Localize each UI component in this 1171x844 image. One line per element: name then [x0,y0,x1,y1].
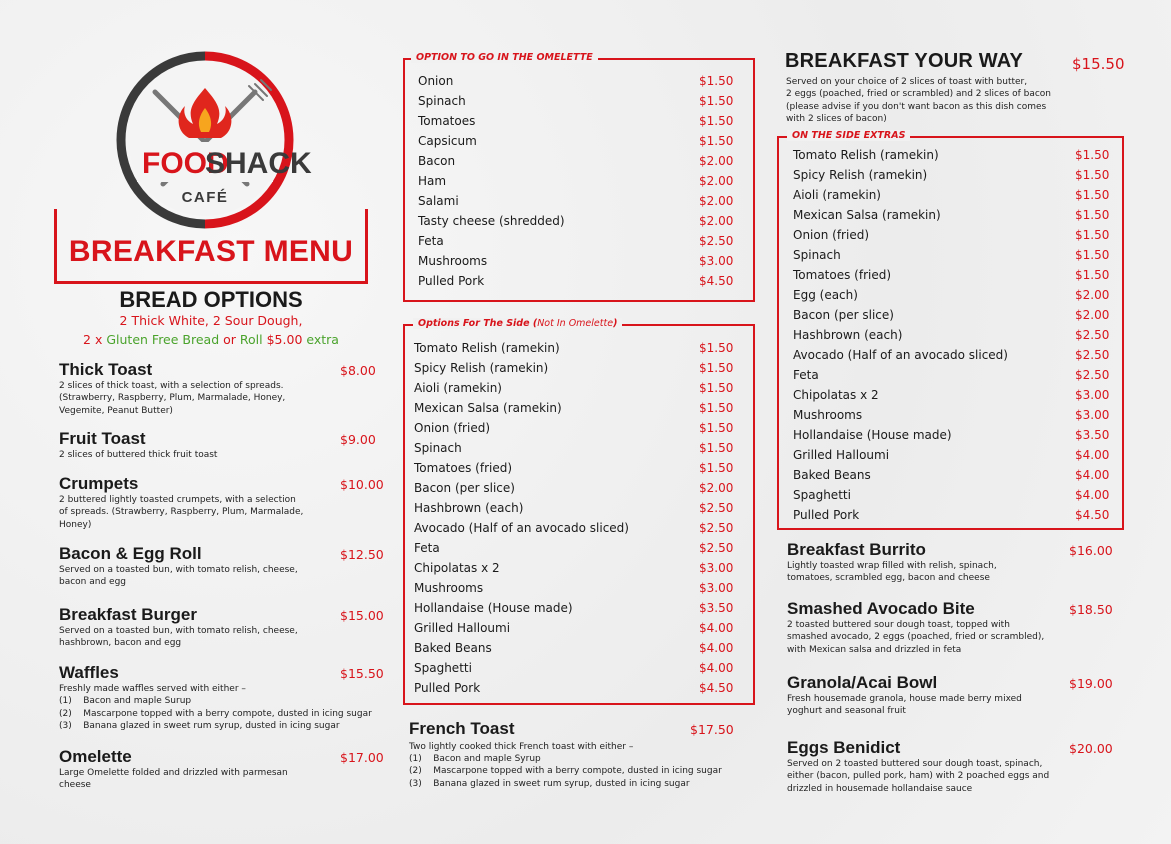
option-row [793,188,1110,202]
option-row [414,621,734,635]
menu-item-desc-line: (3) Banana glazed in sweet rum syrup, dusted in icing sugar [59,720,340,731]
menu-item-desc-line: smashed avocado, 2 eggs (poached, fried or scrambled), [787,632,1045,643]
menu-item-desc-line: of spreads. (Strawberry, Raspberry, Plum, Marmalade, [59,507,304,518]
option-name: Tomatoes (fried) [793,268,892,282]
menu-item-price: $18.50 [1069,602,1113,617]
option-name: Grilled Halloumi [414,621,511,635]
menu-item-name: Eggs Benidict [787,738,901,757]
menu-item-desc-line: (2) Mascarpone topped with a berry compote, dusted in icing sugar [59,708,372,719]
option-price: $1.50 [699,421,734,435]
option-row [793,368,1110,382]
option-name: Feta [414,541,440,555]
menu-item-desc-line: with Mexican salsa and drizzled in feta [787,644,962,655]
byw-desc-line: 2 eggs (poached, fried or scrambled) and 2 slices of bacon [786,89,1051,100]
option-price: $3.50 [699,601,734,615]
option-row [793,228,1110,242]
menu-item-desc-line: 2 slices of thick toast, with a selection of spreads. [59,381,284,391]
option-name: Onion [418,74,454,88]
option-price: $2.50 [699,234,734,248]
option-name: Chipolatas x 2 [793,388,879,402]
option-row [793,148,1110,162]
option-price: $1.50 [699,401,734,415]
option-price: $3.00 [1075,388,1110,402]
option-name: Baked Beans [793,468,871,482]
option-price: $4.50 [699,681,734,695]
option-name: Spicy Relish (ramekin) [414,361,549,375]
option-name: Spicy Relish (ramekin) [793,168,928,182]
menu-item-name: Omelette [59,747,132,766]
option-price: $3.00 [699,581,734,595]
option-row [418,214,734,228]
option-name: Onion (fried) [414,421,491,435]
option-price: $4.50 [1075,508,1110,522]
menu-item-desc-line: drizzled in housemade hollandaise sauce [787,783,973,794]
option-price: $1.50 [1075,188,1110,202]
option-price: $4.50 [699,274,734,288]
option-name: Hollandaise (House made) [793,428,952,442]
option-row [414,661,734,675]
option-row [414,461,734,475]
option-price: $3.00 [1075,408,1110,422]
option-price: $1.50 [699,441,734,455]
side-legend-b: Not In Omelette [537,318,614,329]
option-name: Spaghetti [793,488,851,502]
menu-item-name: Waffles [59,663,119,682]
side-legend-a: Options For The Side ( [418,318,538,329]
option-price: $1.50 [1075,208,1110,222]
option-price: $4.00 [699,621,734,635]
option-name: Hollandaise (House made) [414,601,573,615]
option-name: Mexican Salsa (ramekin) [793,208,941,222]
logo-text-food: FOOD [142,147,229,180]
option-name: Spinach [414,441,462,455]
menu-item-desc-line: bacon and egg [59,577,127,588]
option-row [418,114,734,128]
option-name: Avocado (Half of an avocado sliced) [414,521,629,535]
option-price: $1.50 [1075,268,1110,282]
option-price: $1.50 [699,94,734,108]
option-row [793,348,1110,362]
menu-item-price: $16.00 [1069,543,1113,558]
menu-item-price: $15.50 [340,666,384,681]
menu-item-price: $17.00 [340,750,384,765]
option-name: Aioli (ramekin) [793,188,881,202]
option-price: $1.50 [1075,168,1110,182]
menu-item-name: Thick Toast [59,360,153,379]
option-row [793,508,1110,522]
option-price: $2.50 [699,521,734,535]
menu-item-name: Smashed Avocado Bite [787,599,975,618]
menu-item-name: Breakfast Burrito [787,540,926,559]
menu-item-name: Bacon & Egg Roll [59,544,202,563]
option-row [414,421,734,435]
option-price: $1.50 [1075,228,1110,242]
bread-extra: extra [306,332,339,347]
menu-item-desc-line: Vegemite, Peanut Butter) [59,405,173,416]
french-toast-desc-line: (2) Mascarpone topped with a berry compote, dusted in icing sugar [409,766,722,777]
option-name: Hashbrown (each) [793,328,903,342]
option-price: $4.00 [699,641,734,655]
option-price: $2.00 [1075,308,1110,322]
option-row [414,561,734,575]
option-price: $1.50 [1075,148,1110,162]
menu-item-price: $20.00 [1069,741,1113,756]
option-row [414,681,734,695]
extras-box [777,130,1124,530]
menu-item-desc-line: 2 buttered lightly toasted crumpets, with a selection [59,495,296,505]
option-name: Mushrooms [418,254,488,268]
option-row [414,401,734,415]
option-price: $1.50 [699,361,734,375]
option-row [793,408,1110,422]
menu-item-desc-line: 2 slices of buttered thick fruit toast [59,450,218,460]
option-name: Spaghetti [414,661,472,675]
option-row [414,641,734,655]
menu-item-price: $12.50 [340,547,384,562]
bread-or: or [223,332,236,347]
option-row [793,328,1110,342]
option-price: $3.50 [1075,428,1110,442]
menu-item-name: Granola/Acai Bowl [787,673,938,692]
option-price: $4.00 [1075,448,1110,462]
option-name: Bacon (per slice) [793,308,894,322]
option-price: $2.50 [1075,348,1110,362]
byw-price: $15.50 [1072,55,1125,73]
option-name: Tomatoes [418,114,476,128]
french-toast-name: French Toast [409,719,515,738]
option-name: Bacon [418,154,456,168]
title-box [54,209,368,284]
option-price: $2.00 [699,174,734,188]
option-price: $1.50 [1075,248,1110,262]
option-name: Tasty cheese (shredded) [418,214,565,228]
option-row [793,488,1110,502]
bread-options-title: BREAD OPTIONS [119,287,303,312]
bread-options-line2 [40,332,382,347]
menu-item-desc-line: Served on a toasted bun, with tomato relish, cheese, [59,565,298,575]
menu-item-name: Crumpets [59,474,139,493]
option-row [414,441,734,455]
option-name: Baked Beans [414,641,492,655]
menu-item-price: $9.00 [340,432,376,447]
option-row [414,521,734,535]
option-row [418,194,734,208]
option-price: $1.50 [699,134,734,148]
option-name: Mexican Salsa (ramekin) [414,401,562,415]
option-price: $3.00 [699,254,734,268]
option-name: Pulled Pork [418,274,485,288]
option-name: Spinach [418,94,466,108]
option-name: Mushrooms [414,581,484,595]
option-name: Hashbrown (each) [414,501,524,515]
menu-item-name: Breakfast Burger [59,605,197,624]
option-name: Capsicum [418,134,477,148]
option-price: $2.00 [1075,288,1110,302]
side-legend-c: ) [613,318,618,329]
option-row [793,388,1110,402]
option-row [414,541,734,555]
option-price: $3.00 [699,561,734,575]
option-row [414,501,734,515]
menu-item-desc-line: Fresh housemade granola, house made berry mixed [787,694,1022,704]
menu-item-desc-line: cheese [59,780,91,791]
option-name: Chipolatas x 2 [414,561,500,575]
option-price: $1.50 [699,74,734,88]
option-price: $4.00 [1075,468,1110,482]
side-options-legend [413,318,622,329]
option-price: $2.00 [699,154,734,168]
option-name: Aioli (ramekin) [414,381,502,395]
option-name: Pulled Pork [414,681,481,695]
menu-item-desc-line: Honey) [59,519,92,530]
option-name: Bacon (per slice) [414,481,515,495]
french-toast-desc-line: Two lightly cooked thick French toast with either – [409,742,634,752]
option-row [793,168,1110,182]
option-name: Mushrooms [793,408,863,422]
option-row [793,468,1110,482]
menu-item-desc-line: (1) Bacon and maple Surup [59,696,192,707]
option-row [793,268,1110,282]
option-name: Pulled Pork [793,508,860,522]
menu-item-price: $8.00 [340,363,376,378]
option-row [793,428,1110,442]
option-name: Tomato Relish (ramekin) [793,148,939,162]
logo-text-cafe: CAFÉ [181,189,229,206]
option-name: Tomatoes (fried) [414,461,513,475]
logo-text-shack: SHACK [205,147,312,180]
option-price: $1.50 [699,114,734,128]
option-name: Onion (fried) [793,228,870,242]
french-toast-desc-line: (1) Bacon and maple Syrup [409,754,541,765]
option-price: $4.00 [1075,488,1110,502]
option-row [793,208,1110,222]
option-name: Feta [793,368,819,382]
option-price: $1.50 [699,381,734,395]
option-name: Egg (each) [793,288,858,302]
option-row [418,154,734,168]
option-price: $2.50 [699,541,734,555]
page-title: BREAKFAST MENU [68,235,354,268]
option-row [418,234,734,248]
menu-item-desc-line: Large Omelette folded and drizzled with parmesan [59,768,288,778]
bread-options-line1: 2 Thick White, 2 Sour Dough, [119,313,303,328]
food-shack-logo [115,50,312,230]
option-price: $1.50 [699,341,734,355]
option-price: $1.50 [699,461,734,475]
side-options-box [403,318,755,705]
menu-item-desc-line: 2 toasted buttered sour dough toast, topped with [787,620,1010,630]
french-toast-desc-line: (3) Banana glazed in sweet rum syrup, dusted in icing sugar [409,778,690,789]
french-toast-price: $17.50 [690,722,734,737]
option-name: Feta [418,234,444,248]
option-row [418,134,734,148]
option-name: Tomato Relish (ramekin) [414,341,560,355]
option-row [793,248,1110,262]
menu-item-desc-line: Freshly made waffles served with either – [59,684,246,694]
option-row [414,581,734,595]
menu-item-price: $15.00 [340,608,384,623]
byw-desc-line: Served on your choice of 2 slices of toast with butter, [786,77,1028,87]
option-row [414,601,734,615]
menu-item-desc-line: yoghurt and seasonal fruit [787,706,906,717]
bread-prefix: 2 x [83,332,103,347]
option-price: $2.50 [1075,328,1110,342]
option-name: Spinach [793,248,841,262]
option-row [414,481,734,495]
menu-item-price: $10.00 [340,477,384,492]
option-row [418,254,734,268]
option-price: $4.00 [699,661,734,675]
menu-item-desc-line: Served on 2 toasted buttered sour dough toast, spinach, [787,759,1043,769]
option-name: Salami [418,194,459,208]
option-row [418,74,734,88]
byw-desc-line: (please advise if you don't want bacon as this dish comes [786,101,1047,112]
menu-item-desc-line: (Strawberry, Raspberry, Plum, Marmalade, Honey, [59,393,286,404]
menu-item-desc-line: Served on a toasted bun, with tomato relish, cheese, [59,626,298,636]
option-price: $2.00 [699,194,734,208]
option-row [414,341,734,355]
option-row [418,94,734,108]
omelette-options-legend: OPTION TO GO IN THE OMELETTE [411,52,598,63]
option-row [418,274,734,288]
option-price: $2.50 [1075,368,1110,382]
byw-desc-line: with 2 slices of bacon) [786,113,887,124]
option-price: $2.50 [699,501,734,515]
menu-item-desc-line: tomatoes, scrambled egg, bacon and cheese [787,573,990,584]
bread-roll: Roll [239,332,263,347]
omelette-options-box [403,52,755,302]
option-row [793,288,1110,302]
option-row [414,381,734,395]
option-name: Avocado (Half of an avocado sliced) [793,348,1008,362]
menu-item-desc-line: either (bacon, pulled pork, ham) with 2 poached eggs and [787,771,1050,782]
option-row [793,308,1110,322]
menu-item-desc-line: hashbrown, bacon and egg [59,638,182,649]
bread-price: $5.00 [266,332,303,347]
option-price: $2.00 [699,214,734,228]
menu-item-desc-line: Lightly toasted wrap filled with relish, spinach, [787,561,997,571]
menu-item-price: $19.00 [1069,676,1113,691]
extras-legend: ON THE SIDE EXTRAS [787,130,910,141]
bread-gf: Gluten Free Bread [106,332,220,347]
option-row [793,448,1110,462]
byw-title: BREAKFAST YOUR WAY [785,50,1024,72]
option-row [418,174,734,188]
option-price: $2.00 [699,481,734,495]
option-name: Grilled Halloumi [793,448,890,462]
option-name: Ham [418,174,447,188]
option-row [414,361,734,375]
menu-item-name: Fruit Toast [59,429,146,448]
